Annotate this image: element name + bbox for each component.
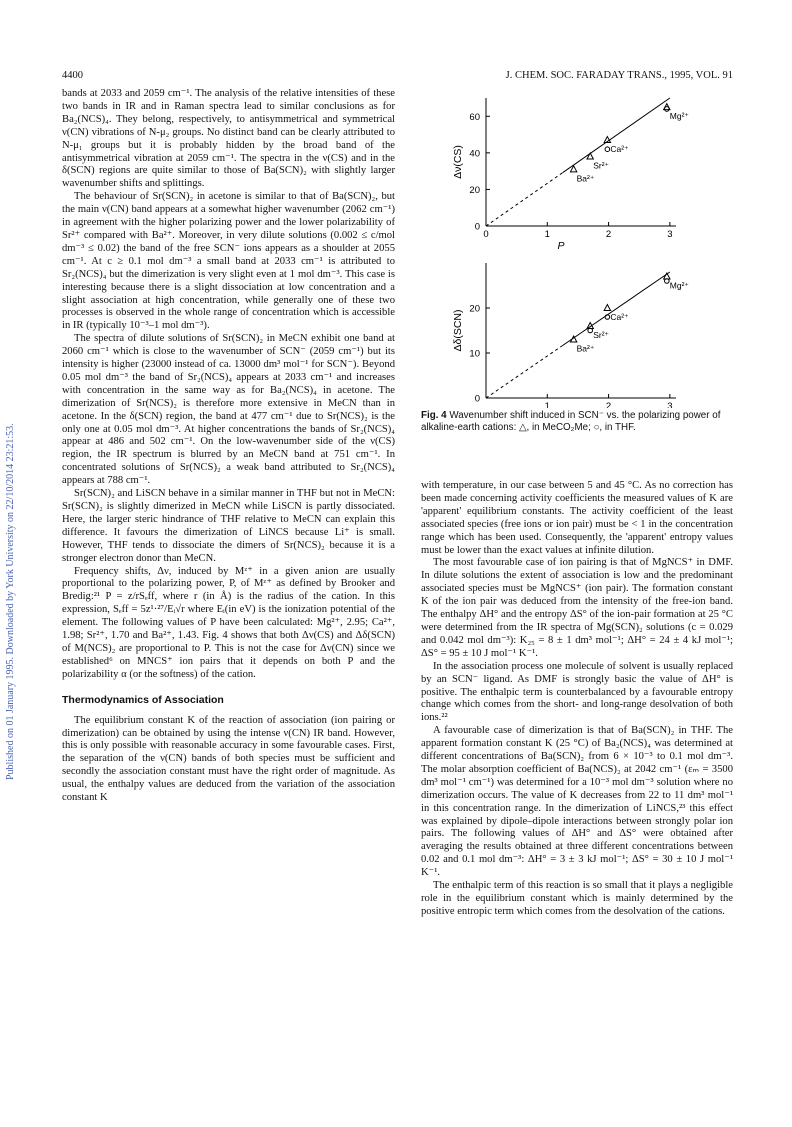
paragraph: Frequency shifts, Δν, induced by Mᶻ⁺ in a given anion are usually proportional to the polarizing power, P, of Mᶻ⁺ as defined by Brooker and Bredig:²¹ P = z/rSₑff, where r (in Å) is the radius of the cation. In this expression, Sₑff = 5z¹·²⁷/Eᵢ√r where Eᵢ(in eV) is the ionization potential of the element. The following values of P have been calculated: Mg²⁺, 2.95; Ca²⁺, 1.98; Sr²⁺, 1.70 and Ba²⁺, 1.43. Fig. 4 shows that both Δν(CS) and Δδ(SCN) of M(NCS)₂ are proportional to P. This is not the case for Δν(CN) since we established⁶ on MNCS⁺ ion pairs that it depends on both P and the polarizability α (or the softness) of the cation. bbox=[62, 565, 395, 680]
triangle-marker bbox=[604, 305, 610, 311]
y-axis-label: Δν(CS) bbox=[452, 145, 464, 179]
y-tick-label: 20 bbox=[469, 303, 480, 315]
circle-marker bbox=[605, 147, 610, 152]
paragraph: The most favourable case of ion pairing is that of MgNCS⁺ in DMF. In dilute solutions the extent of association is low and the predominant associated species must be MgNCS⁺ (ion pair). The formation constant K of the ion pair was deduced from the intensity of the free-ion band. The enthalpy ΔH° and the entropy ΔS° of the ion-pair formation at 25 °C were determined from the IR spectra of Mg(SCN)₂ solutions (c = 0.029 and 0.042 mol dm⁻³): K₂₅ = 8 ± 1 dm³ mol⁻¹; ΔH° = 24 ± 4 kJ mol⁻¹; ΔS° = 95 ± 10 J mol⁻¹ K⁻¹. bbox=[421, 557, 733, 659]
publication-note[interactable]: Published on 01 January 1995. Downloaded by York University on 22/10/2014 23:21:53. bbox=[5, 423, 16, 780]
x-tick-label: 3 bbox=[667, 401, 673, 408]
y-axis-label: Δδ(SCN) bbox=[452, 309, 464, 352]
paragraph: The behaviour of Sr(SCN)₂ in acetone is similar to that of Ba(SCN)₂, but the main ν(CN) band appears at a somewhat higher wavenumber (2062 cm⁻¹) in agreement with the higher polarizing power and the lower polarizability of Sr²⁺ compared with Ba²⁺. Moreover, in very dilute solutions (0.002 ≤ c/mol dm⁻³ ≤ 0.02) the band of the free SCN⁻ ions appears as a shoulder at 2055 cm⁻¹. At c ≥ 0.1 mol dm⁻³ a small band at 2033 cm⁻¹ is attributed to Sr₂(NCS)₄ but the dimerization is very slight even at 1 mol dm⁻³. This case is interesting because there is a slight dissociation at low concentration and a slight association at high concentration, while generally one of these two processes is observed in the whole range of concentration which is accessible in IR (typically 10⁻³–1 mol dm⁻³). bbox=[62, 191, 395, 332]
y-tick-label: 0 bbox=[474, 221, 480, 233]
fit-line-dashed bbox=[486, 173, 563, 226]
point-label: Ca²⁺ bbox=[610, 312, 629, 322]
fit-line bbox=[563, 98, 670, 173]
y-tick-label: 40 bbox=[469, 148, 480, 160]
point-label: Mg²⁺ bbox=[669, 280, 689, 291]
x-tick-label: 3 bbox=[667, 229, 673, 240]
point-label: Mg²⁺ bbox=[669, 111, 689, 122]
circle-marker bbox=[665, 107, 670, 112]
x-tick-label: 1 bbox=[544, 229, 550, 240]
caption-text: Wavenumber shift induced in SCN⁻ vs. the polarizing power of alkaline-earth cations: △, in MeCO₂Me; ○, in THF. bbox=[421, 410, 721, 433]
x-axis-label: P bbox=[557, 240, 565, 252]
x-tick-label: 0 bbox=[483, 229, 489, 240]
right-column bbox=[421, 480, 733, 919]
x-tick-label: 1 bbox=[544, 401, 550, 408]
point-label: Ba²⁺ bbox=[576, 173, 595, 184]
x-tick-label: 2 bbox=[605, 229, 612, 240]
paragraph: Sr(SCN)₂ and LiSCN behave in a similar manner in THF but not in MeCN: Sr(SCN)₂ is slightly dimerized in MeCN while LiSCN is partly dissociated. Here, the larger steric hindrance of THF relative to MeCN can explain this difference. It favours the dimerization of LiNCS because Li⁺ is small. However, THF tends to dissociate the dimers of Sr(NCS)₂ because it is a stronger electron donor than MeCN. bbox=[62, 488, 395, 564]
left-column bbox=[62, 88, 395, 805]
y-tick-label: 10 bbox=[469, 348, 480, 360]
point-label: Sr²⁺ bbox=[593, 160, 610, 171]
journal-header: J. CHEM. SOC. FARADAY TRANS., 1995, VOL. 91 bbox=[505, 70, 733, 81]
section-heading: Thermodynamics of Association bbox=[62, 693, 224, 706]
point-label: Ba²⁺ bbox=[576, 343, 595, 354]
paragraph: The enthalpic term of this reaction is so small that it plays a negligible role in the equilibrium constant which is mainly determined by the positive entropic term which comes from the desolvation of the cations. bbox=[421, 880, 733, 917]
figure-4 bbox=[421, 88, 761, 408]
figure-caption bbox=[421, 410, 733, 434]
paragraph: with temperature, in our case between 5 and 45 °C. As no correction has been made concerning activity coefficients the measured values of K are 'apparent' equilibrium constants. The activity coefficient of the least associated species (free ions or ion pair) must be < 1 in the concentration range which has been used. Consequently, the 'apparent' entropy values must be lower than the exact values at infinite dilution. bbox=[421, 480, 733, 556]
y-tick-label: 20 bbox=[469, 184, 480, 196]
page-number: 4400 bbox=[62, 70, 83, 81]
paragraph: A favourable case of dimerization is that of Ba(SCN)₂ in THF. The apparent formation constant K (25 °C) of Ba₂(NCS)₄ was determined at different concentrations of Ba(SCN)₂ from 6 × 10⁻³ to 0.1 mol dm⁻³. The molar absorption coefficient of Ba(NCS)₂ at 2042 cm⁻¹ (εₘ = 3500 dm³ mol⁻¹ cm⁻¹) was determined for a 10⁻³ mol dm⁻³ solution where no dimerization occurs. The value of K decreases from 22 to 11 dm³ mol⁻¹ in this concentration range. In the dimerization of LiNCS,²³ this effect was explained by dipole–dipole interactions between strongly polar ion pairs. The following values of ΔH° and ΔS° were obtained after averaging the results obtained at three different concentrations between 0.02 and 0.1 mol dm⁻³: ΔH° = 3 ± 3 kJ mol⁻¹; ΔS° = 30 ± 10 J mol⁻¹ K⁻¹. bbox=[421, 725, 733, 879]
point-label: Ca²⁺ bbox=[610, 144, 629, 155]
paragraph: The spectra of dilute solutions of Sr(SCN)₂ in MeCN exhibit one band at 2060 cm⁻¹ which is close to the wavenumber of SCN⁻ (2059 cm⁻¹) but its intensity is higher (23000 instead of ca. 13000 dm³ mol⁻¹ for SCN⁻). Beyond 0.05 mol dm⁻³ the band of Sr₂(NCS)₄ appears at 2033 cm⁻¹ and increases with concentration in the same way as for Ba₂(NCS)₄ in acetone. The dimerization of Sr(NCS)₂ is therefore more extensive in MeCN than in acetone. In the δ(SCN) region, the band at 477 cm⁻¹ due to Sr(NCS)₂ is the only one at 0.05 mol dm⁻³. At higher concentrations the bands of Sr₂(NCS)₄ appear at 486 and 502 cm⁻¹. On the low-wavenumber side of the ν(CS) region, the IR spectrum is blurred by an MeCN band at 751 cm⁻¹. In concentrated solutions of Sr(NCS)₂ a weak band attributed to Sr₂(NCS)₄ appears at 788 cm⁻¹. bbox=[62, 333, 395, 487]
x-tick-label: 2 bbox=[605, 401, 612, 408]
fit-line bbox=[563, 272, 670, 346]
caption-label: Fig. 4 bbox=[421, 410, 447, 421]
triangle-marker bbox=[587, 153, 593, 159]
paragraph: The equilibrium constant K of the reaction of association (ion pairing or dimerization) can be obtained by using the intense ν(CN) IR band. However, this is only possible with reasonable accuracy in some favourable cases. First, the separation of the ν(CN) bands of both species must be sufficient and secondly the association constant must have the right order of magnitude. As usual, the enthalpy values are deduced from the variation of the association constant K bbox=[62, 714, 395, 804]
paragraph: bands at 2033 and 2059 cm⁻¹. The analysis of the relative intensities of these two bands in IR and in Raman spectra lead to similar conclusions as for Ba₂(NCS)₄. They belong, respectively, to antisymmetrical and symmetrical ν(CN) vibrations of N-μ₂ groups. No distinct band can be clearly attributed to N-μ₁ groups but it is probably hidden by the broad band of the antisymmetrical vibration at 2059 cm⁻¹. The spectra in the ν(CS) and in the δ(SCN) regions are quite similar to those of Ba(SCN)₂ with slightly larger wavenumber shifts and splittings. bbox=[62, 88, 395, 190]
fit-line-dashed bbox=[486, 346, 563, 399]
point-label: Sr²⁺ bbox=[593, 330, 610, 340]
y-tick-label: 0 bbox=[474, 393, 480, 405]
y-tick-label: 60 bbox=[469, 111, 480, 123]
paragraph: In the association process one molecule of solvent is usually replaced by an SCN⁻ ligand. As DMF is strongly basic the value of ΔH° is positive. The enthalpic term is counterbalanced by a favourable entropy change which comes from the short- and long-range desolvation of both ions.²² bbox=[421, 660, 733, 724]
